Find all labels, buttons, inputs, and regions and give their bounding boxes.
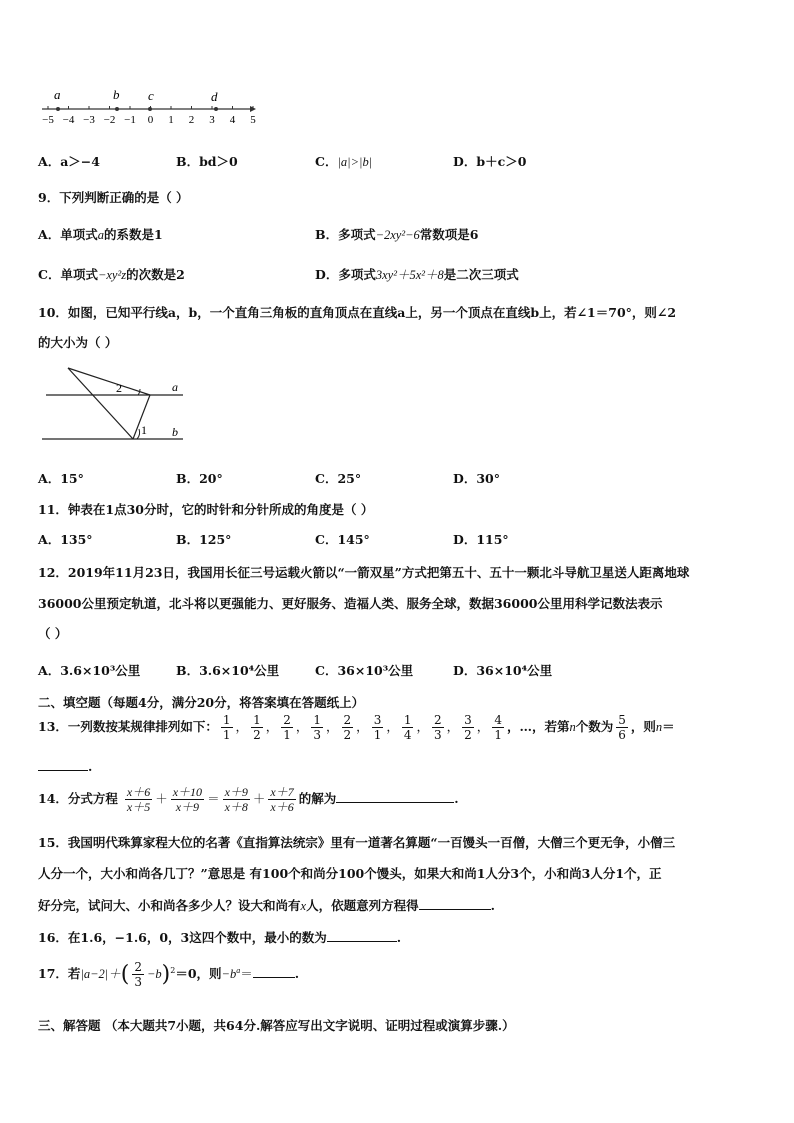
line-b-label: b [172,425,178,439]
number-line-tick-label: 1 [168,114,174,126]
sequence-fraction: $\frac{1}{1}$ [222,713,231,742]
q14-line: 14．分式方程 $\frac{x+6}{x+5}$ ＋ $\frac{x+10}{x+9}$ ＝ $\frac{x+9}{x+8}$ ＋ $\frac{x+7}{x+6}$ 的解为 . [38,785,459,814]
sequence-separator: ， [476,719,490,734]
point-d-label: d [211,89,218,104]
number-line-tick-label: −5 [42,114,54,126]
q12-option-d: D．36×10⁴公里 [453,663,553,678]
sequence-separator: ， [326,719,339,734]
q11-option-a: A．135° [38,532,93,547]
q9-option-b: B．多项式−2xy²−6常数项是6 [315,227,479,242]
q15-answer-blank [419,897,491,910]
number-line-tick-label: 4 [229,114,236,126]
sequence-separator: ， [416,719,429,734]
q16-answer-blank [327,929,397,942]
q10-stem-line1: 10．如图，已知平行线a，b，一个直角三角板的直角顶点在直线a上，另一个顶点在直线b上，若∠1＝70°，则∠2 [38,305,677,320]
q11-option-d: D．115° [453,532,509,547]
q11-option-b: B．125° [176,532,232,547]
point-a-label: a [54,87,61,102]
angle-1-label: 1 [141,423,147,437]
sequence-fraction: $\frac{4}{1}$ [494,713,502,742]
q10-stem-line2: 的大小为（ ） [38,335,118,350]
q10-option-d: D．30° [453,471,500,486]
q13-line1: 13．一列数按某规律排列如下： $\frac{1}{1}$ ， $\frac{1}{2}$ ， $\frac{2}{1}$ ， $\frac{1}{3}$ ， $\frac{2}{2}$ ， $\frac{3}{1}$ ， $\frac{1}{4}$ ， $\frac{2}{3}$ ， $\frac{3}{2}$ ， $\frac{4}{1}$ ，…，若第n个数为 $\frac{5}{6}$ ，则n＝ [38,713,675,742]
number-line-tick-label: 5 [250,114,256,126]
q12-option-b: B．3.6×10⁴公里 [176,663,280,678]
q11-stem: 11．钟表在1点30分时，它的时针和分针所成的角度是（ ） [38,502,374,517]
sequence-separator: ， [235,719,249,734]
q13-sequence [218,713,507,742]
number-line-tick-label: 0 [147,114,154,126]
number-line-tick-label: −3 [83,114,95,126]
q15-line1: 15．我国明代珠算家程大位的名著《直指算法统宗》里有一道著名算题“一百馒头一百僧，大僧三个更无争，小僧三 [38,835,676,850]
sequence-separator: ， [386,719,399,734]
line-a-label: a [172,380,178,394]
sequence-fraction: $\frac{3}{1}$ [373,713,382,742]
q12-stem-line2: 36000公里预定轨道，北斗将以更强能力、更好服务、造福人类、服务全球，数据36000公里用科学记数法表示 [38,596,663,611]
sequence-separator: ， [295,719,309,734]
q12-option-a: A．3.6×10³公里 [38,663,141,678]
point-b-label: b [113,87,120,102]
q9-stem: 9．下列判断正确的是（ ） [38,190,189,205]
q12-option-c: C．36×10³公里 [315,663,414,678]
sequence-fraction: $\frac{2}{3}$ [434,713,442,742]
q13-answer-blank [38,758,88,771]
q17-answer-blank [253,965,295,978]
sequence-separator: ， [446,719,460,734]
q8-option-c: C．|a|>|b| [315,154,373,169]
q15-line3: 好分完，试问大、小和尚各多少人？设大和尚有x人，依题意列方程得 . [38,898,495,913]
q9-option-c: C．单项式−xy²z的次数是2 [38,267,185,282]
sequence-fraction: $\frac{1}{4}$ [403,713,412,742]
q10-option-a: A．15° [38,471,84,486]
q14-answer-blank [336,790,454,803]
q12-stem-line1: 12．2019年11月23日，我国用长征三号运载火箭以“一箭双星”方式把第五十、五十一颗北斗导航卫星送人距离地球 [38,565,690,580]
q10-option-b: B．20° [176,471,223,486]
q11-option-c: C．145° [315,532,370,547]
number-line-figure [38,86,258,126]
q17-line: 17．若|a−2|＋( $\frac{2}{3}$ −b)$^2$＝0，则$-b^a=$ . [38,960,300,989]
q8-option-b: B．bd＞0 [176,154,238,169]
q9-option-d: D．多项式3xy²＋5x²＋8是二次三项式 [315,267,519,282]
number-line-tick-label: −1 [124,114,136,126]
sequence-separator: ， [265,719,279,734]
sequence-fraction: $\frac{1}{3}$ [313,713,322,742]
sequence-fraction: $\frac{2}{1}$ [283,713,291,742]
number-line-tick-label: 3 [209,114,215,126]
q8-option-a: A．a＞−4 [38,154,100,169]
sequence-fraction: $\frac{2}{2}$ [343,713,352,742]
number-line-tick-label: 2 [188,114,195,126]
q12-stem-line3: （ ） [38,626,68,641]
number-line-tick-label: −4 [62,114,75,126]
section-3-heading: 三、解答题 （本大题共7小题，共64分.解答应写出文字说明、证明过程或演算步骤.） [38,1018,515,1033]
number-line-tick-label: −2 [103,114,116,126]
angle-2-label: 2 [116,381,122,395]
parallel-lines-figure [38,360,198,445]
section-2-heading: 二、填空题（每题4分，满分20分，将答案填在答题纸上） [38,695,365,710]
q9-option-a: A．单项式a的系数是1 [38,227,163,242]
q8-option-d: D．b＋c＞0 [453,154,527,169]
q10-option-c: C．25° [315,471,362,486]
sequence-separator: ， [356,719,369,734]
sequence-fraction: $\frac{3}{2}$ [464,713,472,742]
sequence-fraction: $\frac{1}{2}$ [253,713,261,742]
point-c-label: c [148,88,154,103]
q16-line: 16．在1.6，−1.6，0，3这四个数中，最小的数为 . [38,930,402,945]
q13-line2: . [38,758,92,774]
q15-line2: 人分一个，大小和尚各几丁？”意思是 有100个和尚分100个馒头，如果大和尚1人分3个，小和尚3人分1个，正 [38,866,662,881]
q13-target-fraction: $\frac{5}{6}$ [618,713,626,742]
